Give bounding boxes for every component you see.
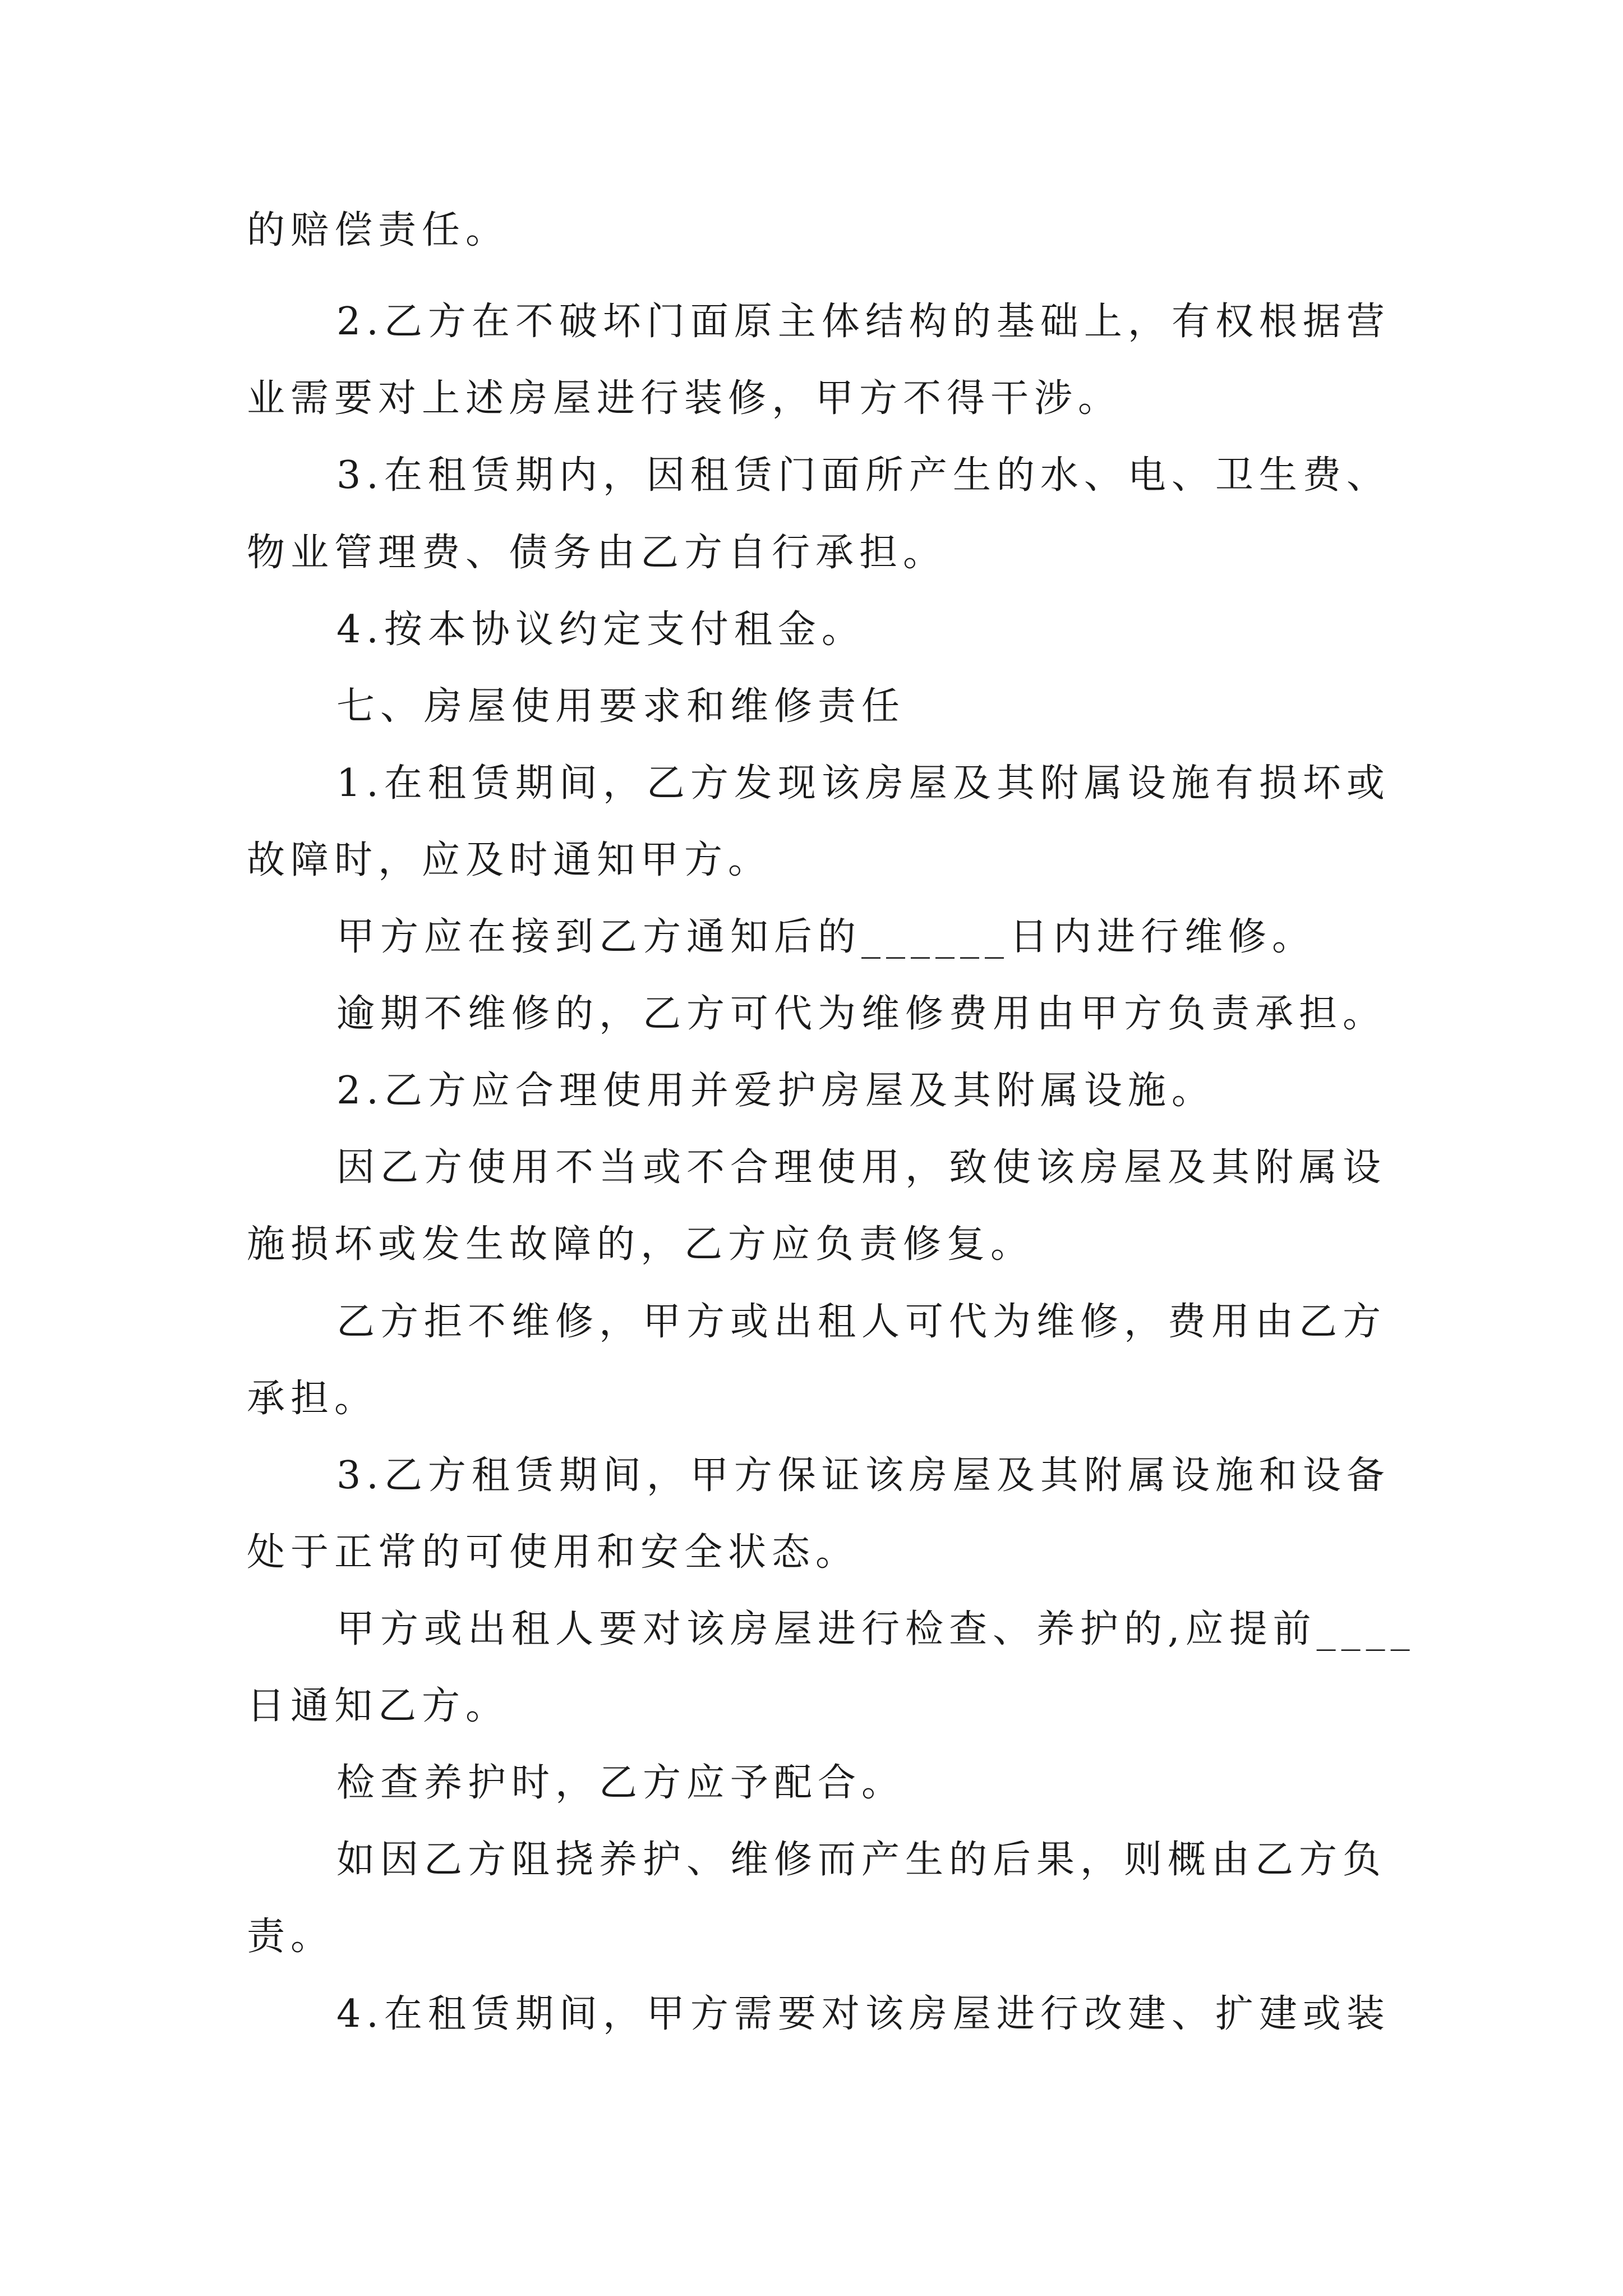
text-line: 如因乙方阻挠养护、维修而产生的后果，则概由乙方负 [336, 1838, 1387, 1882]
text-line: 乙方拒不维修，甲方或出租人可代为维修，费用由乙方 [336, 1300, 1387, 1344]
text-line: 3.在租赁期内，因租赁门面所产生的水、电、卫生费、 [336, 453, 1390, 498]
text-line: 承担。 [247, 1377, 379, 1421]
text-line: 日通知乙方。 [247, 1684, 510, 1728]
text-line: 物业管理费、债务由乙方自行承担。 [247, 531, 947, 575]
text-line: 因乙方使用不当或不合理使用，致使该房屋及其附属设 [336, 1145, 1387, 1190]
text-line: 逾期不维修的，乙方可代为维修费用由甲方负责承担。 [336, 992, 1387, 1036]
text-line: 3.乙方租赁期间，甲方保证该房屋及其附属设施和设备 [336, 1453, 1390, 1498]
text-line: 的赔偿责任。 [247, 208, 510, 252]
text-line: 业需要对上述房屋进行装修，甲方不得干涉。 [247, 376, 1122, 421]
section-heading: 七、房屋使用要求和维修责任 [336, 684, 906, 729]
text-line: 甲方应在接到乙方通知后的______日内进行维修。 [336, 915, 1316, 959]
text-line: 责。 [247, 1915, 335, 1959]
text-line: 4.按本协议约定支付租金。 [336, 608, 865, 652]
text-line: 1.在租赁期间，乙方发现该房屋及其附属设施有损坏或 [336, 761, 1390, 806]
text-line: 4.在租赁期间，甲方需要对该房屋进行改建、扩建或装 [336, 1992, 1390, 2036]
text-line: 2.乙方应合理使用并爱护房屋及其附属设施。 [336, 1069, 1215, 1113]
text-line: 2.乙方在不破坏门面原主体结构的基础上，有权根据营 [336, 300, 1390, 344]
text-line: 故障时，应及时通知甲方。 [247, 838, 772, 882]
text-line: 处于正常的可使用和安全状态。 [247, 1530, 860, 1575]
text-line: 检查养护时，乙方应予配合。 [336, 1761, 906, 1805]
text-line: 施损坏或发生故障的，乙方应负责修复。 [247, 1222, 1035, 1267]
text-line: 甲方或出租人要对该房屋进行检查、养护的,应提前____ [336, 1607, 1415, 1651]
